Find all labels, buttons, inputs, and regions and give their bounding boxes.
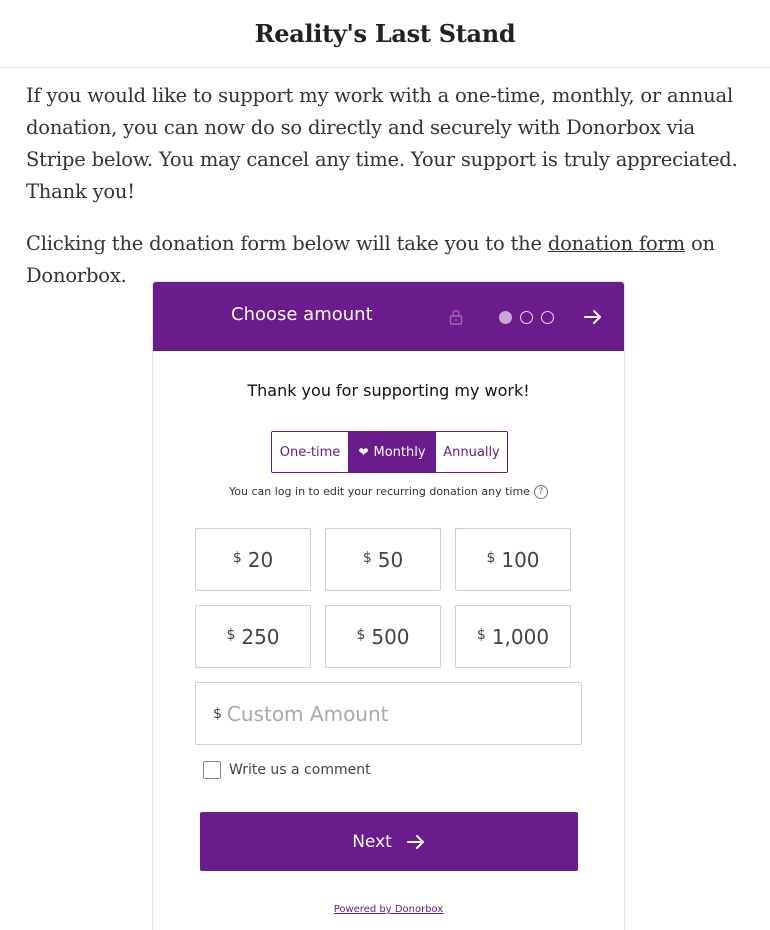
currency-symbol: $ <box>476 626 486 643</box>
donation-widget <box>152 281 625 930</box>
widget-title: Choose amount <box>231 304 373 325</box>
currency-symbol: $ <box>362 549 372 566</box>
currency-symbol: $ <box>356 626 366 643</box>
amount-grid <box>195 528 571 668</box>
arrow-right-icon[interactable] <box>583 307 603 327</box>
login-note <box>153 485 624 499</box>
site-header <box>0 0 770 68</box>
step-dot-1 <box>499 311 512 324</box>
frequency-monthly-label: Monthly <box>373 444 426 460</box>
intro-paragraph: If you would like to support my work with a one-time, monthly, or annual donation, you can now do so directly and securely with Donorbox via Stripe below. You may cancel any time. Your support is truly appreciated. Thank you! <box>26 84 738 203</box>
step-indicator <box>499 311 554 324</box>
currency-symbol: $ <box>486 549 496 566</box>
amount-value: 20 <box>247 547 274 572</box>
donation-form-link[interactable]: donation form <box>547 232 685 255</box>
amount-value: 100 <box>501 547 540 572</box>
currency-symbol: $ <box>232 549 242 566</box>
amount-value: 50 <box>377 547 404 572</box>
thanks-message: Thank you for supporting my work! <box>247 381 530 400</box>
amount-button-50[interactable] <box>325 528 441 591</box>
custom-amount-input[interactable] <box>227 702 527 726</box>
amount-button-100[interactable] <box>455 528 571 591</box>
help-icon[interactable]: ? <box>534 485 548 499</box>
next-button-label: Next <box>352 831 392 852</box>
frequency-selector <box>271 431 508 473</box>
custom-amount-field[interactable] <box>195 682 582 745</box>
paragraph-text-after: on Donorbox. <box>26 232 715 287</box>
comment-option[interactable] <box>203 761 371 779</box>
lock-icon <box>449 309 463 325</box>
arrow-right-icon <box>406 832 426 852</box>
frequency-one-time-button[interactable]: One-time <box>272 432 349 472</box>
amount-button-250[interactable] <box>195 605 311 668</box>
frequency-monthly-button[interactable] <box>349 432 435 472</box>
heart-icon: ❤ <box>358 445 369 459</box>
paragraph-text-before: Clicking the donation form below will take you to the <box>26 232 548 255</box>
amount-button-500[interactable] <box>325 605 441 668</box>
amount-value: 250 <box>241 624 280 649</box>
step-dot-2 <box>520 311 533 324</box>
article-content <box>0 68 770 292</box>
amount-button-1000[interactable] <box>455 605 571 668</box>
site-title[interactable]: Reality's Last Stand <box>254 19 516 48</box>
amount-button-20[interactable] <box>195 528 311 591</box>
comment-label: Write us a comment <box>229 762 371 778</box>
widget-header <box>153 282 624 351</box>
next-button[interactable] <box>200 812 578 871</box>
amount-value: 1,000 <box>491 624 550 649</box>
currency-symbol: $ <box>213 705 222 722</box>
amount-value: 500 <box>371 624 410 649</box>
comment-checkbox[interactable] <box>203 761 221 779</box>
currency-symbol: $ <box>226 626 236 643</box>
powered-by-link[interactable]: Powered by Donorbox <box>333 904 444 915</box>
frequency-annually-button[interactable]: Annually <box>435 432 507 472</box>
step-dot-3 <box>541 311 554 324</box>
login-note-text: You can log in to edit your recurring donation any time <box>229 485 530 498</box>
